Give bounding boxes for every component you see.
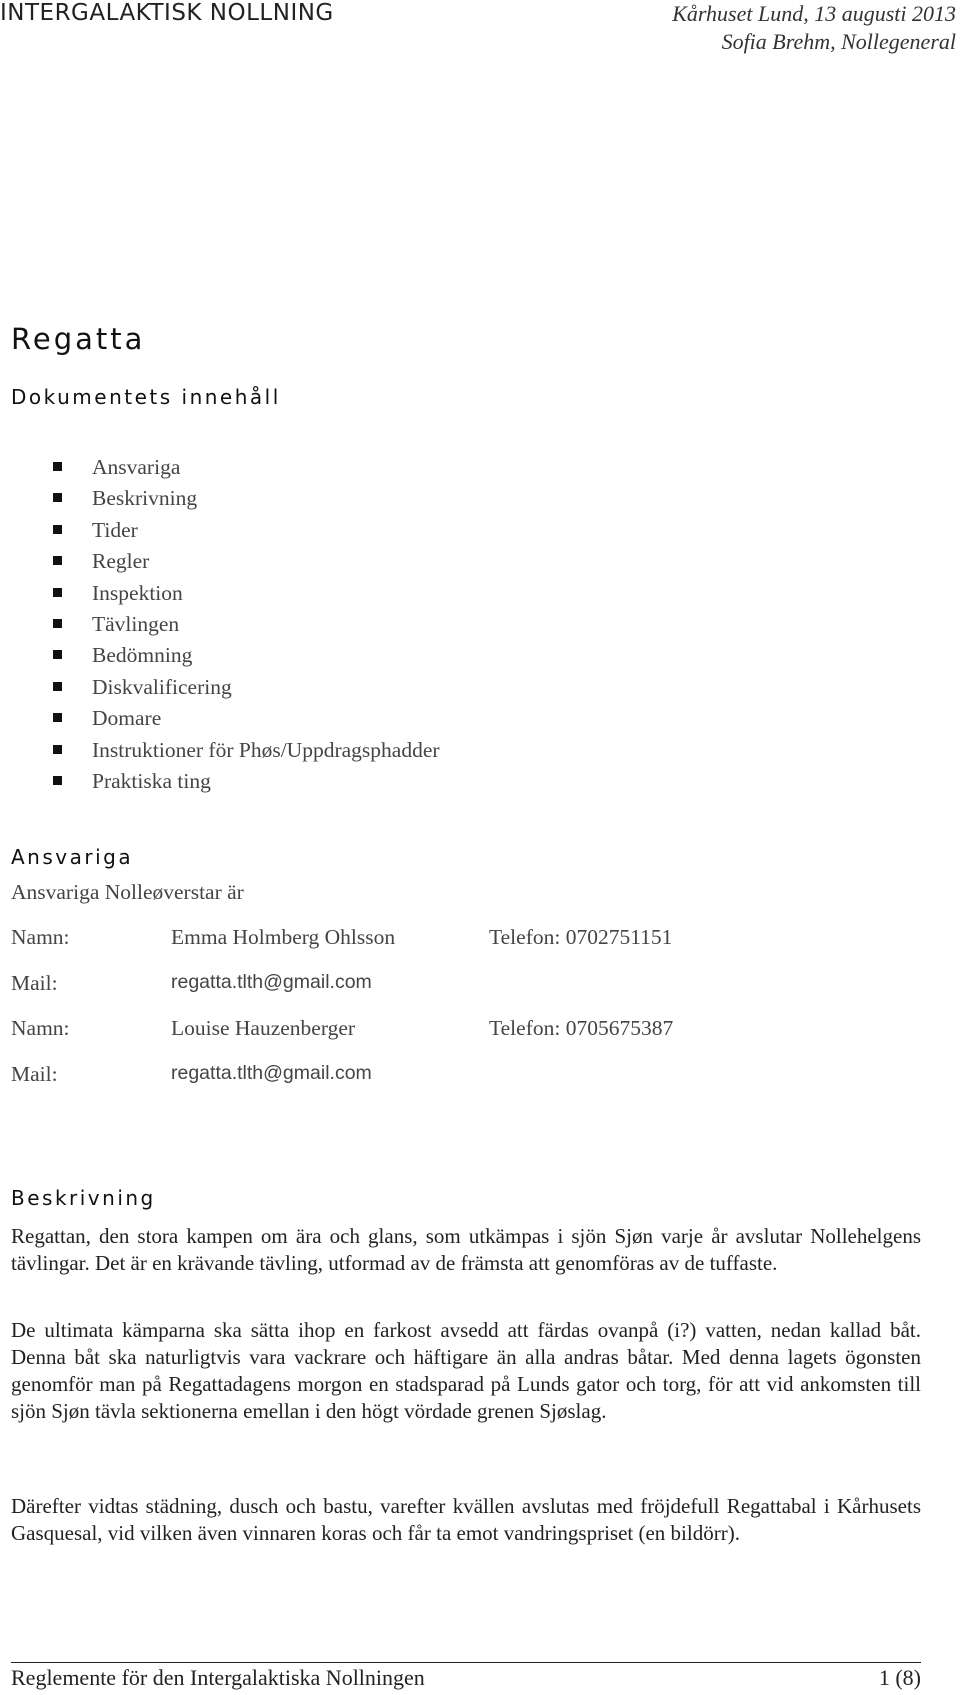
square-bullet-icon [53,745,62,754]
contact-mail-row [11,1062,951,1092]
footer-title: Reglemente för den Intergalaktiska Nollningen [11,1665,425,1690]
contact-name: Emma Holmberg Ohlsson [171,925,396,949]
contact-mail-link[interactable]: regatta.tlth@gmail.com [171,971,372,993]
toc-item-label: Domare [92,706,162,731]
square-bullet-icon [53,556,62,565]
contact-name-row [11,925,951,955]
toc-item[interactable] [0,515,440,546]
header-right-author: Sofia Brehm, Nollegeneral [721,29,956,54]
header-right-date: Kårhuset Lund, 13 augusti 2013 [672,1,956,26]
name-label: Namn: [11,925,70,949]
toc-item[interactable] [0,735,440,766]
toc-item-label: Ansvariga [92,455,181,479]
page-current: 1 [878,1665,890,1690]
square-bullet-icon [53,525,62,534]
contact-phone: Telefon: 0702751151 [489,925,673,949]
beskrivning-paragraph: Regattan, den stora kampen om ära och glans, som utkämpas i sjön Sjøn varje år avslutar Nollehelgens tävlingar. Det är en krävande tävling, utformad av de främsta att genomföras av de tuffaste. [11,1224,921,1275]
page-title: Regatta [11,322,146,356]
name-label: Namn: [11,1016,70,1040]
toc-item[interactable] [0,578,440,609]
mail-label: Mail: [11,971,58,995]
toc-item-label: Beskrivning [92,486,198,511]
toc-item[interactable] [0,546,440,577]
toc-item-label: Praktiska ting [92,768,211,793]
toc-item-label: Regler [92,549,150,574]
toc-list [0,452,440,797]
page-number [879,1665,921,1691]
square-bullet-icon [53,493,62,502]
contact-mail-row [11,971,951,1001]
toc-item-label: Inspektion [92,580,183,605]
square-bullet-icon [53,713,62,722]
toc-item-label: Tider [92,517,138,542]
toc-item-label: Diskvalificering [92,674,232,699]
header-left: INTERGALAKTISK NOLLNING [0,0,334,26]
toc-item[interactable] [0,766,440,797]
contact-phone: Telefon: 0705675387 [489,1016,674,1040]
page-total: (8) [895,1665,921,1690]
square-bullet-icon [53,588,62,597]
square-bullet-icon [53,650,62,659]
contact-name-row [11,1016,951,1046]
square-bullet-icon [53,619,62,628]
toc-item-label: Bedömning [92,643,193,668]
contact-name: Louise Hauzenberger [171,1016,356,1040]
footer-divider [11,1662,921,1663]
beskrivning-paragraph: Därefter vidtas städning, dusch och bastu, varefter kvällen avslutas med fröjdefull Regattabal i Kårhusets Gasquesal, vid vilken även vinnaren koras och får ta emot vandringspriset (en bildörr). [11,1494,921,1545]
header-right [672,0,956,56]
toc-item[interactable] [0,640,440,671]
toc-item[interactable] [0,703,440,734]
toc-item[interactable] [0,672,440,703]
ansvariga-heading: Ansvariga [11,845,134,869]
square-bullet-icon [53,682,62,691]
toc-item-label: Tävlingen [92,611,180,636]
beskrivning-heading: Beskrivning [11,1186,156,1210]
toc-heading: Dokumentets innehåll [11,385,281,409]
mail-label: Mail: [11,1062,58,1086]
toc-item[interactable] [0,452,440,483]
beskrivning-paragraph: De ultimata kämparna ska sätta ihop en farkost avsedd att färdas ovanpå (i?) vatten, nedan kallad båt. Denna båt ska naturligtvis vara vackrare och häftigare än alla andras båtar. Med denna lagets ögonsten genomför man på Regattadagens morgon en stadsparad på Lunds gator och torg, för att vid ankomsten till sjön Sjøn tävla sektionerna emellan i den högt vördade grenen Sjøslag. [11,1318,921,1423]
toc-item[interactable] [0,483,440,514]
toc-item-label: Instruktioner för Phøs/Uppdragsphadder [92,737,440,762]
contact-mail-link[interactable]: regatta.tlth@gmail.com [171,1062,372,1084]
square-bullet-icon [53,776,62,785]
ansvariga-intro: Ansvariga Nolleøverstar är [11,880,244,904]
toc-item[interactable] [0,609,440,640]
square-bullet-icon [53,462,62,471]
